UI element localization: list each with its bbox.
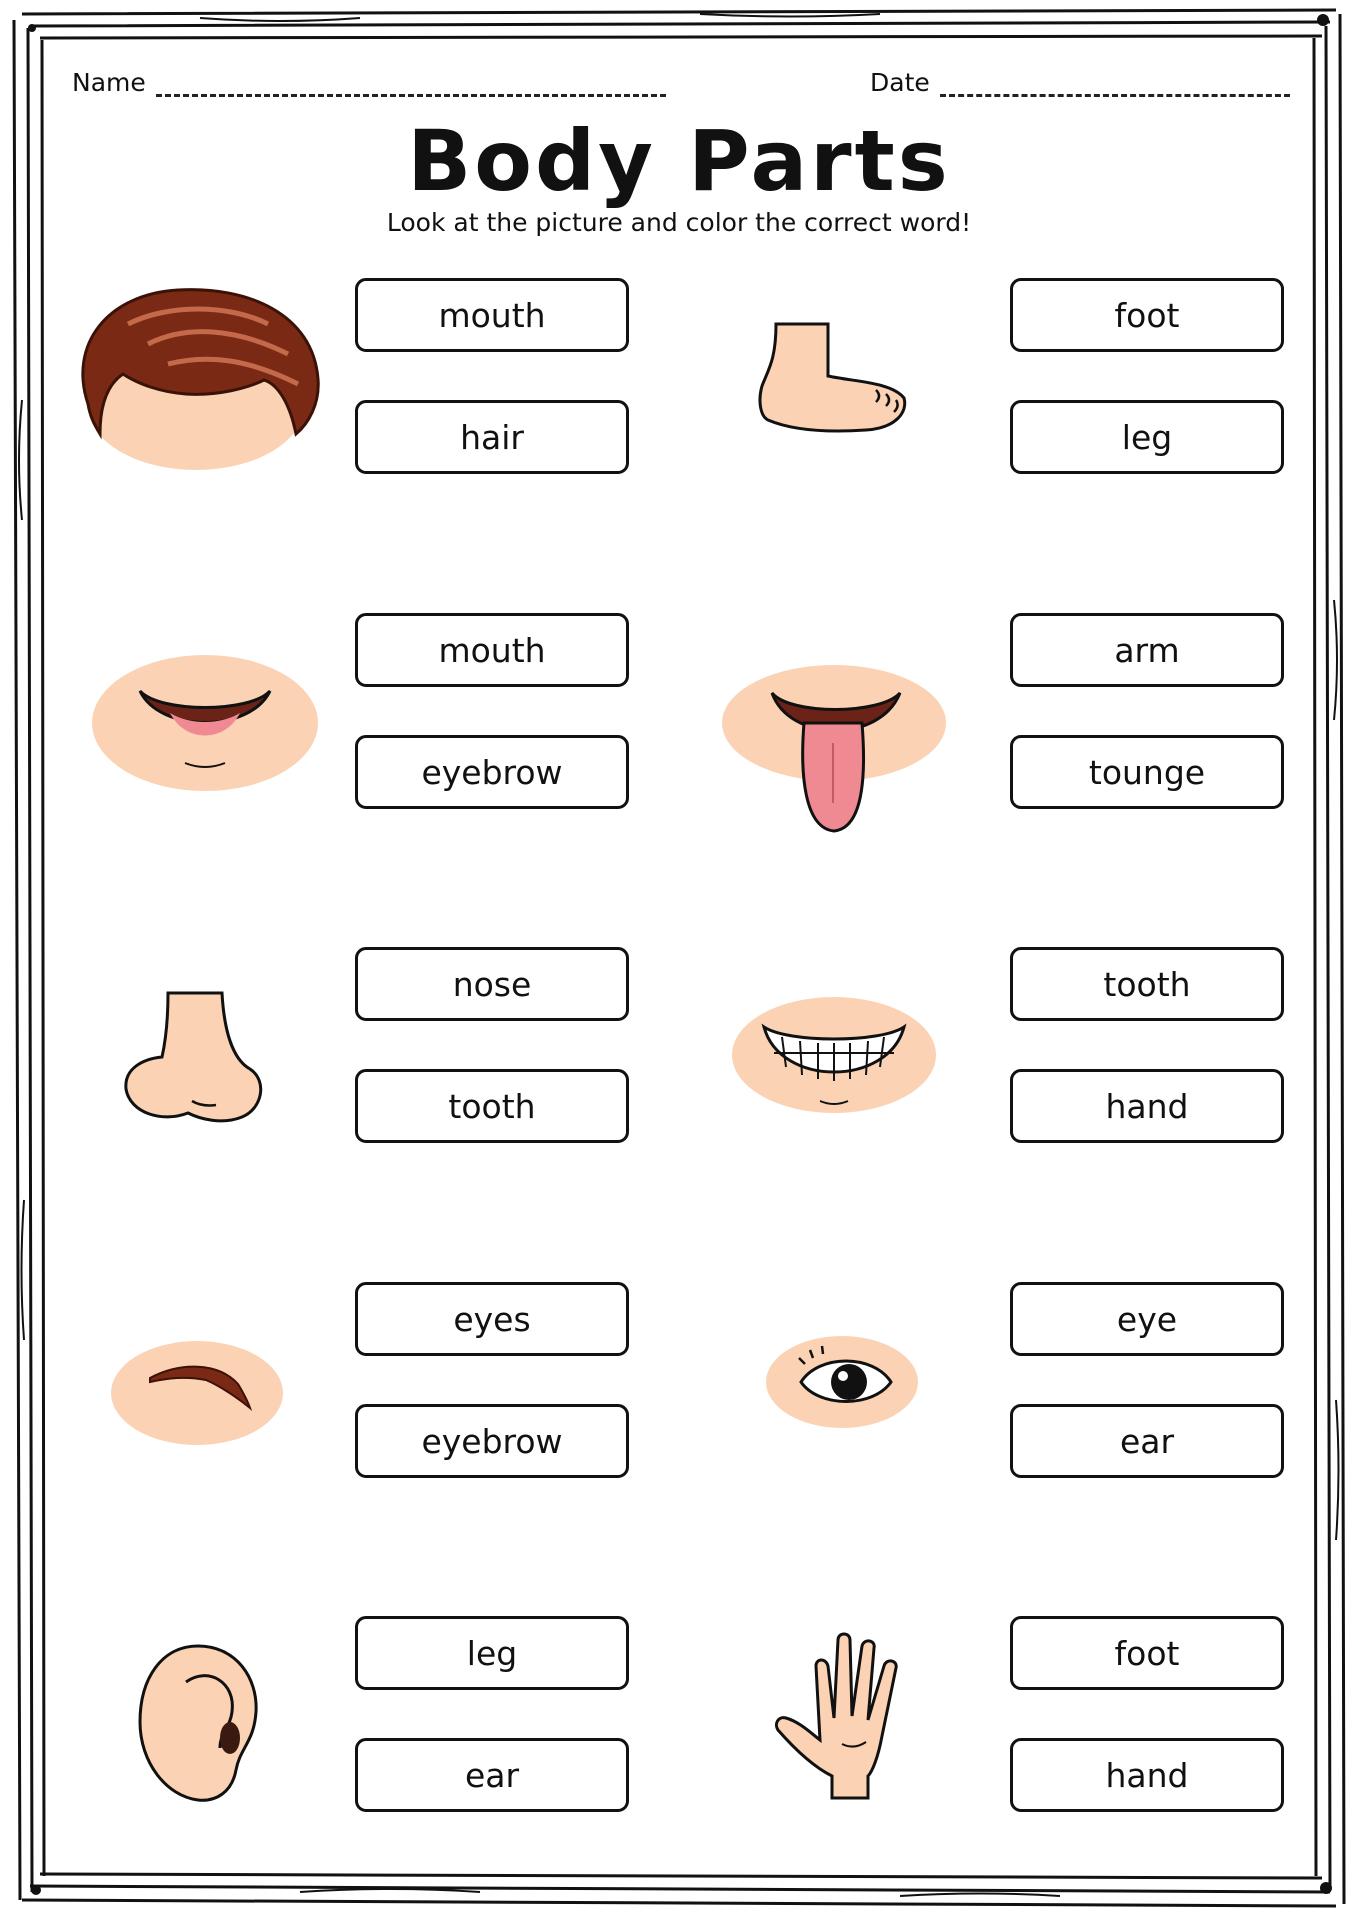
option-tooth[interactable]: tooth	[1010, 947, 1284, 1021]
foot-icon	[756, 320, 911, 435]
option-eyebrow[interactable]: eyebrow	[355, 735, 629, 809]
eyebrow-icon	[110, 1338, 285, 1448]
option-hand[interactable]: hand	[1010, 1738, 1284, 1812]
teeth-icon	[730, 997, 938, 1117]
tongue-icon	[720, 663, 948, 838]
option-tooth[interactable]: tooth	[355, 1069, 629, 1143]
nose-icon	[122, 989, 272, 1129]
name-field[interactable]	[72, 68, 666, 97]
option-mouth[interactable]: mouth	[355, 613, 629, 687]
option-leg[interactable]: leg	[355, 1616, 629, 1690]
hair-icon	[68, 284, 323, 474]
option-eyebrow[interactable]: eyebrow	[355, 1404, 629, 1478]
option-eyes[interactable]: eyes	[355, 1282, 629, 1356]
question-row-5	[0, 1616, 1358, 1856]
mouth-icon	[90, 653, 320, 793]
question-row-2	[0, 613, 1358, 853]
option-leg[interactable]: leg	[1010, 400, 1284, 474]
page-title: Body Parts	[407, 112, 951, 210]
option-foot[interactable]: foot	[1010, 1616, 1284, 1690]
name-label: Name	[72, 68, 146, 97]
date-field[interactable]	[870, 68, 1290, 97]
ear-icon	[136, 1642, 260, 1804]
question-row-4	[0, 1282, 1358, 1522]
option-eye[interactable]: eye	[1010, 1282, 1284, 1356]
date-blank-line[interactable]	[940, 80, 1290, 97]
option-ear[interactable]: ear	[1010, 1404, 1284, 1478]
option-arm[interactable]: arm	[1010, 613, 1284, 687]
question-row-1	[0, 278, 1358, 518]
option-nose[interactable]: nose	[355, 947, 629, 1021]
option-ear[interactable]: ear	[355, 1738, 629, 1812]
hand-icon	[772, 1626, 922, 1802]
option-foot[interactable]: foot	[1010, 278, 1284, 352]
date-label: Date	[870, 68, 930, 97]
option-hand[interactable]: hand	[1010, 1069, 1284, 1143]
name-blank-line[interactable]	[156, 80, 666, 97]
instructions: Look at the picture and color the correct word!	[386, 208, 972, 237]
eye-icon	[765, 1334, 920, 1432]
option-hair[interactable]: hair	[355, 400, 629, 474]
option-tounge[interactable]: tounge	[1010, 735, 1284, 809]
option-mouth[interactable]: mouth	[355, 278, 629, 352]
question-row-3	[0, 947, 1358, 1187]
